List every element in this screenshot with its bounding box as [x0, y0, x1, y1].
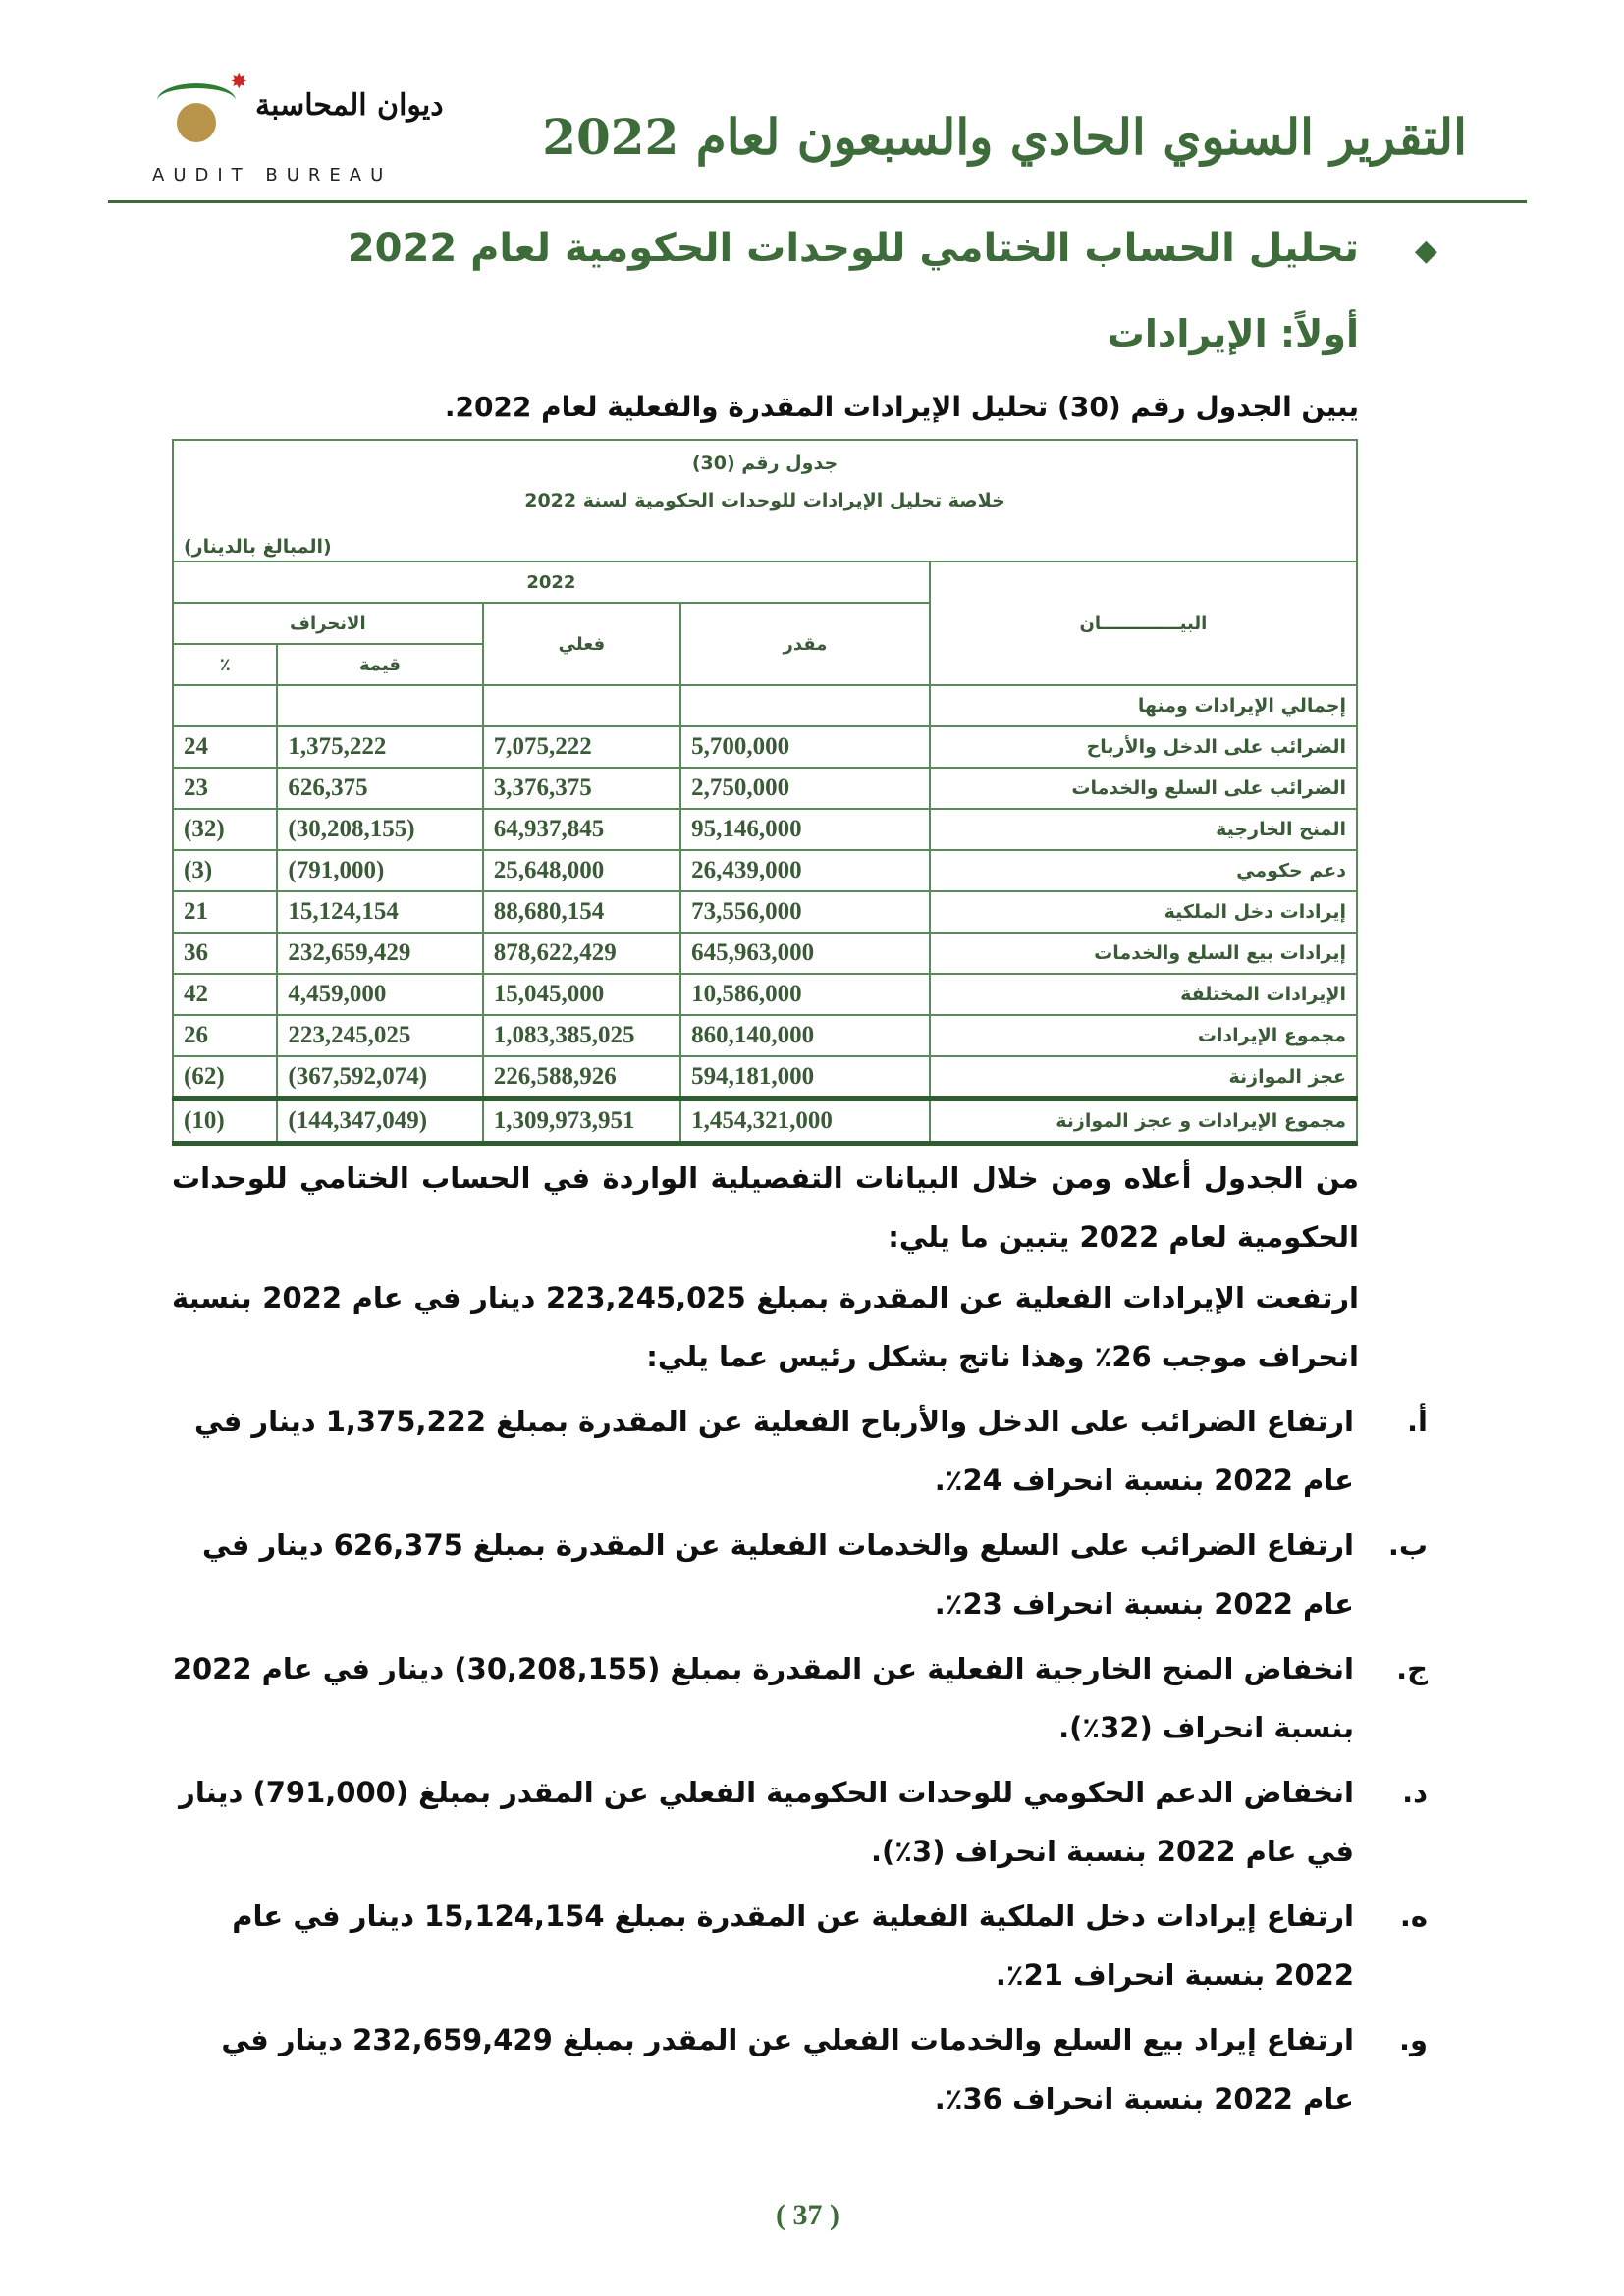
cell-deviation-percent: 26 — [173, 1015, 277, 1056]
cell-actual: 7,075,222 — [483, 726, 680, 768]
report-title: التقرير السنوي الحادي والسبعون لعام 2022 — [542, 108, 1467, 166]
col-header-estimated: مقدر — [680, 603, 930, 685]
col-header-actual: فعلي — [483, 603, 680, 685]
cell-deviation-value: 626,375 — [277, 768, 482, 809]
diamond-bullet-icon: ◆ — [1414, 234, 1437, 268]
cell-deviation-percent: 23 — [173, 768, 277, 809]
cell-estimated: 594,181,000 — [680, 1056, 930, 1099]
list-text: ارتفاع إيراد بيع السلع والخدمات الفعلي عن المقدر بمبلغ 232,659,429 دينار في عام 2022 بنسبة انحراف 36٪. — [221, 2023, 1354, 2115]
subsection-title: أولاً: الإيرادات — [1107, 312, 1359, 355]
section-title: تحليل الحساب الختامي للوحدات الحكومية لعام 2022 — [347, 226, 1359, 271]
cell-estimated: 26,439,000 — [680, 850, 930, 891]
cell-deviation-percent: 36 — [173, 933, 277, 974]
list-item — [172, 1392, 1428, 1510]
star-icon: ✸ — [230, 70, 248, 94]
table-row — [173, 726, 1357, 768]
table-row — [173, 1056, 1357, 1099]
cell-deviation-percent: (32) — [173, 809, 277, 850]
cell-deviation-percent: 42 — [173, 974, 277, 1015]
group-row — [173, 685, 1357, 726]
cell-deviation-percent: 21 — [173, 891, 277, 933]
cell-actual: 1,083,385,025 — [483, 1015, 680, 1056]
cell-estimated: 2,750,000 — [680, 768, 930, 809]
cell-estimated: 860,140,000 — [680, 1015, 930, 1056]
list-item — [172, 2010, 1428, 2128]
cell-item: مجموع الإيرادات و عجز الموازنة — [930, 1099, 1357, 1144]
cell-deviation-percent: 24 — [173, 726, 277, 768]
list-item — [172, 1516, 1428, 1633]
col-header-percent: ٪ — [173, 644, 277, 685]
list-item — [172, 1639, 1428, 1757]
logo-english: AUDIT BUREAU — [152, 165, 393, 186]
intro-text: يبين الجدول رقم (30) تحليل الإيرادات المقدرة والفعلية لعام 2022. — [444, 391, 1359, 423]
cell-estimated: 73,556,000 — [680, 891, 930, 933]
col-header-value: قيمة — [277, 644, 482, 685]
list-text: ارتفاع الضرائب على الدخل والأرباح الفعلية عن المقدرة بمبلغ 1,375,222 دينار في عام 2022 بنسبة انحراف 24٪. — [194, 1405, 1354, 1497]
cell-item: الضرائب على الدخل والأرباح — [930, 726, 1357, 768]
list-marker: ه. — [1399, 1899, 1428, 1933]
table-row — [173, 809, 1357, 850]
cell-deviation-percent: (10) — [173, 1099, 277, 1144]
col-header-deviation: الانحراف — [173, 603, 483, 644]
cell-item: الضرائب على السلع والخدمات — [930, 768, 1357, 809]
cell-actual: 88,680,154 — [483, 891, 680, 933]
cell-item: عجز الموازنة — [930, 1056, 1357, 1099]
cell-deviation-percent: (62) — [173, 1056, 277, 1099]
cell-actual: 15,045,000 — [483, 974, 680, 1015]
col-header-item: البيـــــــــــــان — [930, 561, 1357, 685]
cell-item: إيرادات بيع السلع والخدمات — [930, 933, 1357, 974]
page-number: ( 37 ) — [776, 2199, 839, 2231]
list-marker: د. — [1402, 1776, 1428, 1809]
seal-icon — [177, 103, 216, 142]
cell-deviation-percent: (3) — [173, 850, 277, 891]
cell-estimated: 1,454,321,000 — [680, 1099, 930, 1144]
table-row — [173, 850, 1357, 891]
cell-deviation-value: 223,245,025 — [277, 1015, 482, 1056]
cell-item: إيرادات دخل الملكية — [930, 891, 1357, 933]
table-row — [173, 1015, 1357, 1056]
cell-actual: 64,937,845 — [483, 809, 680, 850]
cell-actual: 3,376,375 — [483, 768, 680, 809]
cell-deviation-value: (791,000) — [277, 850, 482, 891]
logo-arabic: ديوان المحاسبة — [255, 88, 444, 123]
table-row — [173, 933, 1357, 974]
paragraph-1: من الجدول أعلاه ومن خلال البيانات التفصيلية الواردة في الحساب الختامي للوحدات الحكومية لعام 2022 يتبين ما يلي: — [172, 1161, 1359, 1254]
currency-unit: (المبالغ بالدينار) — [184, 536, 332, 558]
table-row — [173, 974, 1357, 1015]
cell-deviation-value: 232,659,429 — [277, 933, 482, 974]
cell-estimated: 95,146,000 — [680, 809, 930, 850]
header-divider — [108, 200, 1527, 203]
list-text: ارتفاع إيرادات دخل الملكية الفعلية عن المقدرة بمبلغ 15,124,154 دينار في عام 2022 بنسبة انحراف 21٪. — [232, 1899, 1354, 1992]
list-item — [172, 1887, 1428, 2004]
table-row — [173, 891, 1357, 933]
table-number: جدول رقم (30) — [691, 453, 839, 474]
list-text: انخفاض المنح الخارجية الفعلية عن المقدرة بمبلغ (30,208,155) دينار في عام 2022 بنسبة انحراف (32٪). — [172, 1652, 1354, 1744]
cell-item: دعم حكومي — [930, 850, 1357, 891]
findings-list — [172, 1392, 1428, 2128]
list-text: انخفاض الدعم الحكومي للوحدات الحكومية الفعلي عن المقدر بمبلغ (791,000) دينار في عام 2022 بنسبة انحراف (3٪). — [179, 1776, 1354, 1868]
revenue-table — [172, 439, 1358, 1146]
list-text: ارتفاع الضرائب على السلع والخدمات الفعلية عن المقدرة بمبلغ 626,375 دينار في عام 2022 بنسبة انحراف 23٪. — [202, 1528, 1354, 1621]
cell-estimated: 5,700,000 — [680, 726, 930, 768]
col-header-year: 2022 — [173, 561, 930, 603]
cell-actual: 25,648,000 — [483, 850, 680, 891]
cell-item: المنح الخارجية — [930, 809, 1357, 850]
list-item — [172, 1763, 1428, 1881]
list-marker: ج. — [1396, 1652, 1428, 1685]
table-title: خلاصة تحليل الإيرادات للوحدات الحكومية لسنة 2022 — [524, 490, 1005, 511]
total-row — [173, 1099, 1357, 1144]
cell-item: مجموع الإيرادات — [930, 1015, 1357, 1056]
cell-deviation-value: 4,459,000 — [277, 974, 482, 1015]
cell-actual: 1,309,973,951 — [483, 1099, 680, 1144]
cell-actual: 878,622,429 — [483, 933, 680, 974]
body-text — [172, 1148, 1428, 2134]
cell-deviation-value: 15,124,154 — [277, 891, 482, 933]
cell-deviation-value: (144,347,049) — [277, 1099, 482, 1144]
table-row — [173, 768, 1357, 809]
group-label: إجمالي الإيرادات ومنها — [930, 685, 1357, 726]
list-marker: ب. — [1387, 1528, 1428, 1562]
cell-item: الإيرادات المختلفة — [930, 974, 1357, 1015]
cell-actual: 226,588,926 — [483, 1056, 680, 1099]
table-caption — [173, 440, 1357, 561]
cell-deviation-value: (367,592,074) — [277, 1056, 482, 1099]
cell-deviation-value: (30,208,155) — [277, 809, 482, 850]
cell-estimated: 645,963,000 — [680, 933, 930, 974]
list-marker: و. — [1398, 2023, 1428, 2056]
list-marker: أ. — [1407, 1405, 1428, 1438]
cell-deviation-value: 1,375,222 — [277, 726, 482, 768]
audit-bureau-logo — [147, 59, 444, 191]
paragraph-2: ارتفعت الإيرادات الفعلية عن المقدرة بمبلغ 223,245,025 دينار في عام 2022 بنسبة انحراف موجب 26٪ وهذا ناتج بشكل رئيس عما يلي: — [172, 1281, 1359, 1373]
cell-estimated: 10,586,000 — [680, 974, 930, 1015]
